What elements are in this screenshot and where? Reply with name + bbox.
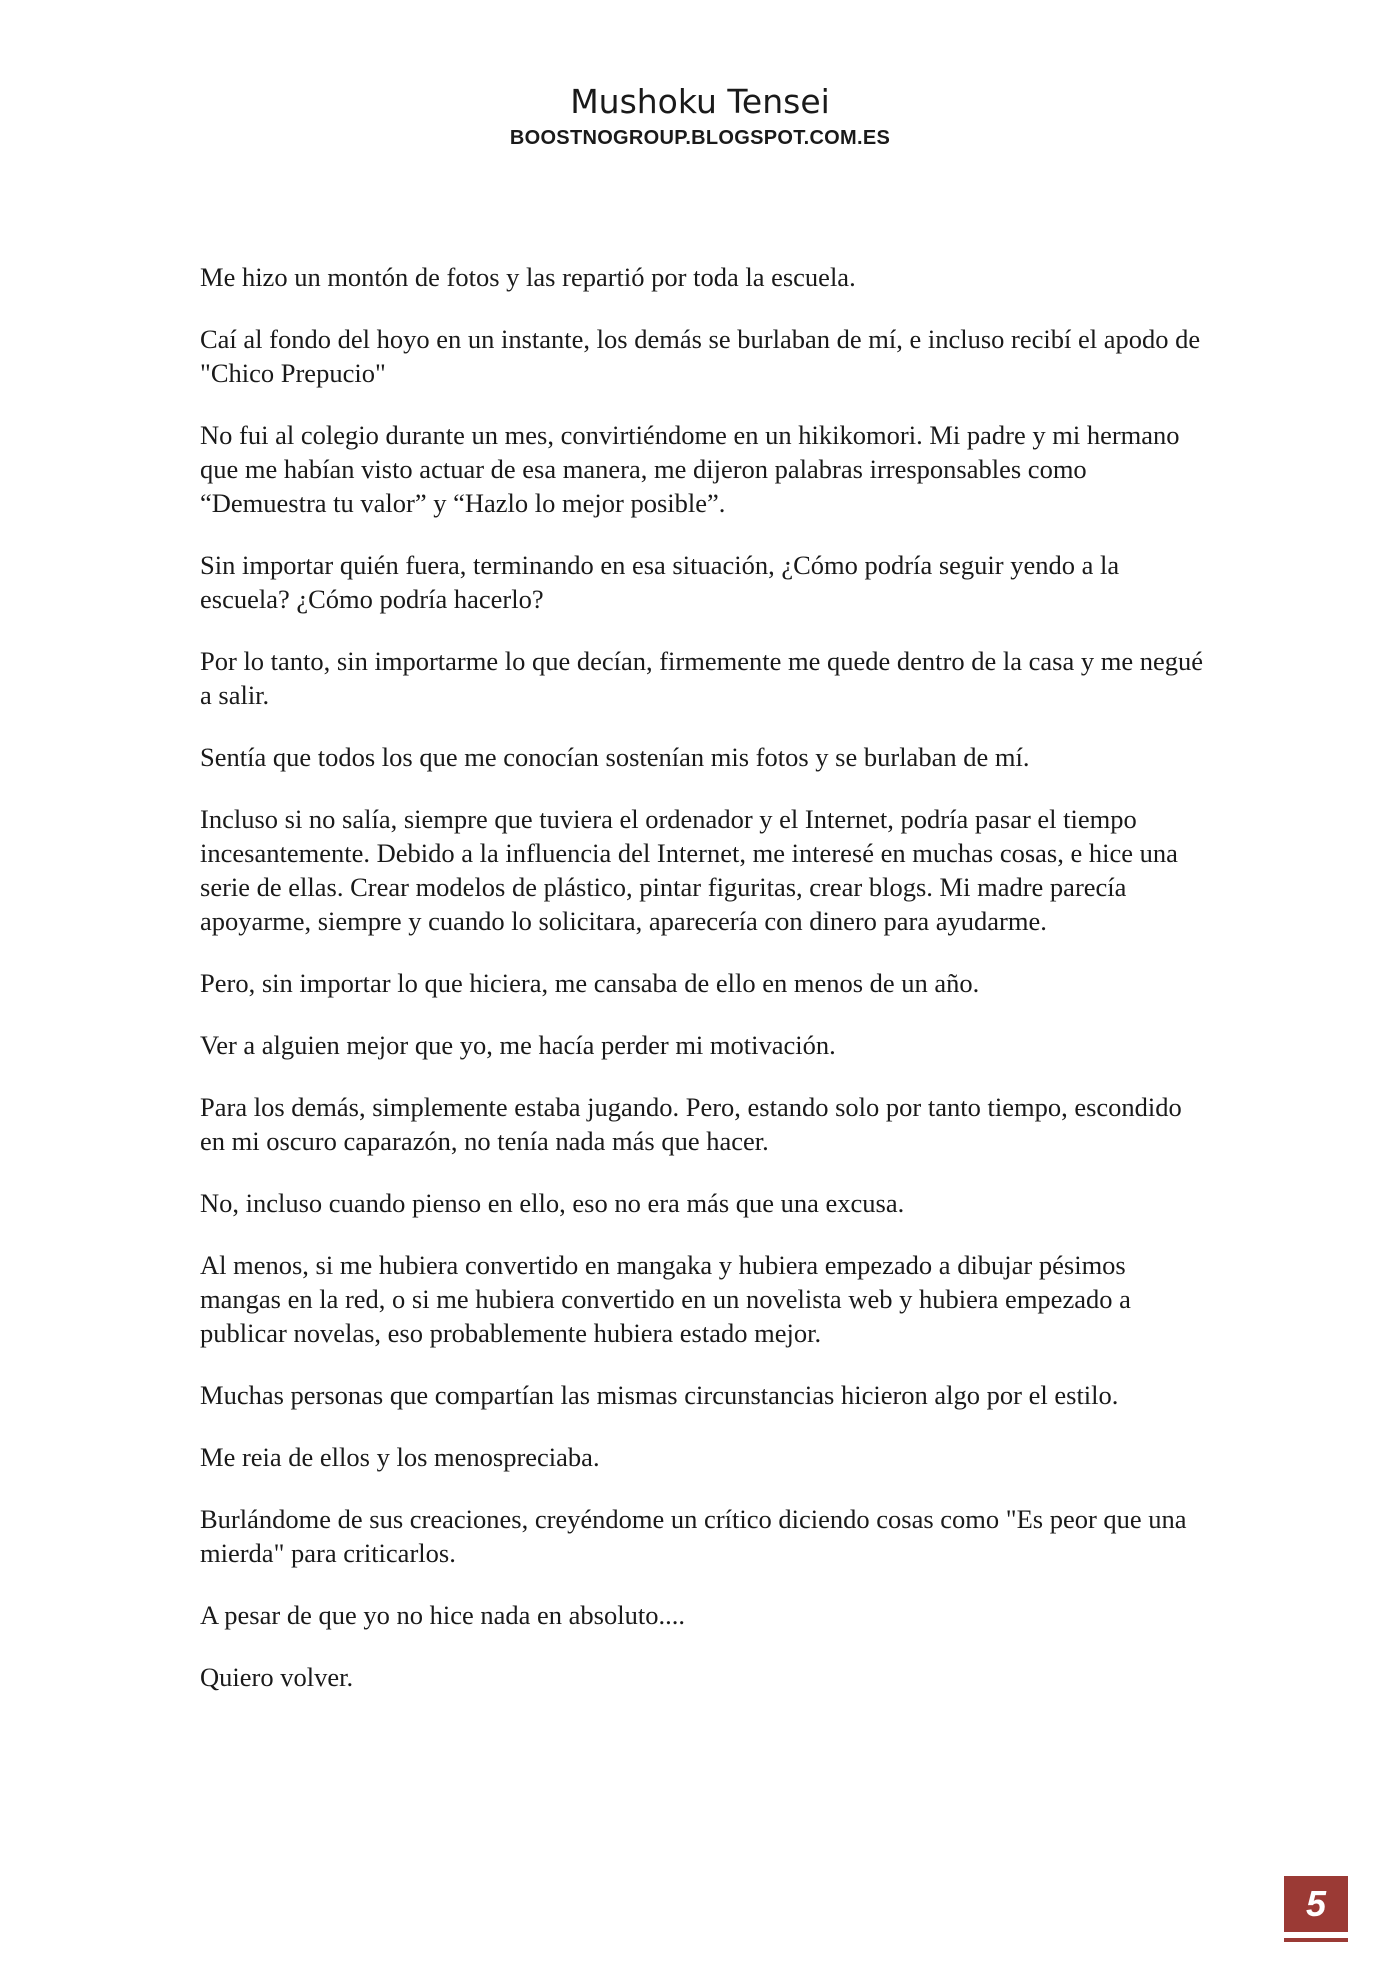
paragraph: Me hizo un montón de fotos y las repartió por toda la escuela. bbox=[200, 262, 856, 292]
paragraph: Incluso si no salía, siempre que tuviera el ordenador y el Internet, podría pasar el tiempo incesantemente. Debido a la influencia del Internet, me interesé en muchas cosas, e hice una serie de ellas. Crear modelos de plástico, pintar figuritas, crear blogs. Mi madre parecía apoyarme, siempre y cuando lo solicitara, aparecería con dinero para ayudarme. bbox=[200, 804, 1178, 936]
paragraph: Por lo tanto, sin importarme lo que decían, firmemente me quede dentro de la casa y me negué a salir. bbox=[200, 646, 1203, 710]
paragraph: Caí al fondo del hoyo en un instante, los demás se burlaban de mí, e incluso recibí el apodo de "Chico Prepucio" bbox=[200, 324, 1201, 388]
body-text bbox=[200, 260, 1210, 1722]
paragraph: Quiero volver. bbox=[200, 1662, 354, 1692]
paragraph: Al menos, si me hubiera convertido en mangaka y hubiera empezado a dibujar pésimos mangas en la red, o si me hubiera convertido en un novelista web y hubiera empezado a publicar novelas, eso probablemente hubiera estado mejor. bbox=[200, 1250, 1131, 1348]
page-header bbox=[0, 82, 1400, 152]
paragraph: No, incluso cuando pienso en ello, eso no era más que una excusa. bbox=[200, 1188, 905, 1218]
paragraph: Muchas personas que compartían las mismas circunstancias hicieron algo por el estilo. bbox=[200, 1380, 1119, 1410]
book-title: Mushoku Tensei bbox=[570, 82, 830, 121]
paragraph: Sentía que todos los que me conocían sostenían mis fotos y se burlaban de mí. bbox=[200, 742, 1030, 772]
paragraph: Pero, sin importar lo que hiciera, me cansaba de ello en menos de un año. bbox=[200, 968, 980, 998]
page-number-underline bbox=[1284, 1938, 1348, 1942]
paragraph: Para los demás, simplemente estaba jugando. Pero, estando solo por tanto tiempo, escondido en mi oscuro caparazón, no tenía nada más que hacer. bbox=[200, 1092, 1182, 1156]
paragraph: Burlándome de sus creaciones, creyéndome un crítico diciendo cosas como "Es peor que una mierda" para criticarlos. bbox=[200, 1504, 1187, 1568]
paragraph: Me reia de ellos y los menospreciaba. bbox=[200, 1442, 600, 1472]
paragraph: Sin importar quién fuera, terminando en esa situación, ¿Cómo podría seguir yendo a la escuela? ¿Cómo podría hacerlo? bbox=[200, 550, 1120, 614]
page-number: 5 bbox=[1284, 1876, 1348, 1932]
blog-url: BOOSTNOGROUP.BLOGSPOT.COM.ES bbox=[509, 127, 891, 149]
paragraph: Ver a alguien mejor que yo, me hacía perder mi motivación. bbox=[200, 1030, 836, 1060]
paragraph: A pesar de que yo no hice nada en absoluto.... bbox=[200, 1600, 685, 1630]
paragraph: No fui al colegio durante un mes, convirtiéndome en un hikikomori. Mi padre y mi hermano que me habían visto actuar de esa manera, me dijeron palabras irresponsables como “Demuestra tu valor” y “Hazlo lo mejor posible”. bbox=[200, 420, 1180, 518]
